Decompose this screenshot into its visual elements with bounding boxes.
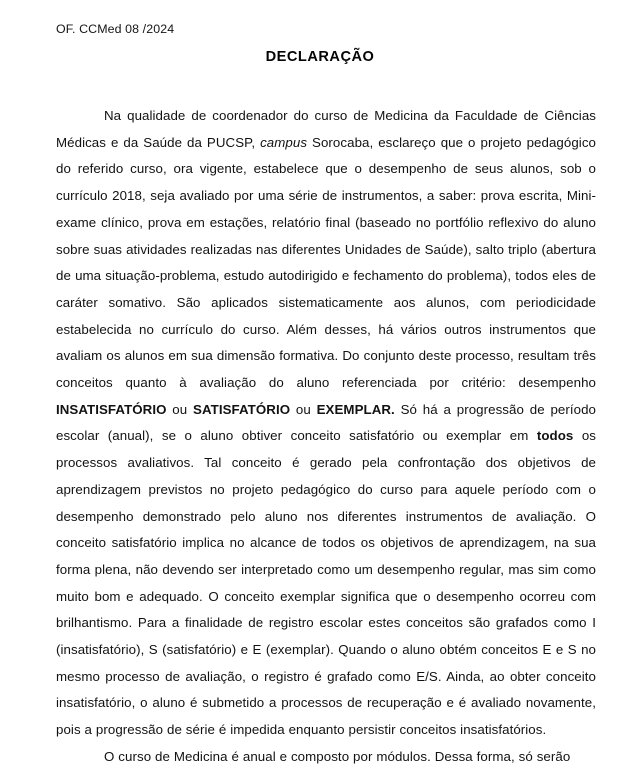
emphasis-bold: EXEMPLAR. xyxy=(316,401,395,417)
emphasis-bold: todos xyxy=(536,428,574,444)
text-run: Sorocaba, esclareço que o projeto pedagógico do referido curso, ora vigente, estabelece que o desempenho de seus alunos, sob o currículo 2018, seja avaliado por uma série de instrumentos, a saber: prova escrita, Mini-exame clínico, prova em estações, relatório final (baseado no portfólio reflexivo do aluno sobre suas atividades realizadas nas diferentes Unidades de Saúde), salto triplo (abertura de uma situação-problema, estudo autodirigido e fechamento do problema), todos eles de caráter somativo. São aplicados sistematicamente aos alunos, com periodicidade estabelecida no currículo do curso. Além desses, há vários outros instrumentos que avaliam os alunos em sua dimensão formativa. Do conjunto deste processo, resultam três conceitos quanto à avaliação do aluno referenciada por critério: desempenho xyxy=(56,134,597,391)
document-title: DECLARAÇÃO xyxy=(265,49,375,65)
text-run: os processos avaliativos. Tal conceito é gerado pela confrontação dos objetivos de aprendizagem previstos no projeto pedagógico do curso para aquele período com o desempenho demonstrado pelo aluno nos diferentes instrumentos de avaliação. O conceito satisfatório implica no alcance de todos os objetivos de aprendizagem, na sua forma plena, não devendo ser interpretado como um desempenho regular, mas sim como muito bom e adequado. O conceito exemplar significa que o desempenho ocorreu com brilhantismo. Para a finalidade de registro escolar estes conceitos são grafados como I (insatisfatório), S (satisfatório) e E (exemplar). Quando o aluno obtém conceitos E e S no mesmo processo de avaliação, o registro é grafado como E/S. Ainda, ao obter conceito insatisfatório, o aluno é submetido a processos de recuperação e é avaliado novamente, pois a progressão de série é impedida enquanto persistir conceitos insatisfatórios. xyxy=(56,428,596,738)
paragraph-2 xyxy=(56,744,596,771)
emphasis-bold: SATISFATÓRIO xyxy=(193,401,291,417)
text-run: Só há a progressão de período escolar (anual), se o aluno obtiver conceito satisfatório ou exemplar em xyxy=(56,401,597,444)
document-body xyxy=(56,103,596,771)
paragraph-1 xyxy=(56,103,596,744)
emphasis-bold: INSATISFATÓRIO xyxy=(56,401,167,417)
text-run: ou xyxy=(290,401,317,417)
text-run: ou xyxy=(166,401,194,417)
text-run: O curso de Medicina é anual e composto por módulos. Dessa forma, só serão xyxy=(104,748,571,764)
emphasis-italic: campus xyxy=(260,134,308,150)
text-run: Na qualidade de coordenador do curso de Medicina da Faculdade de Ciências Médicas e da Saúde da PUCSP, xyxy=(56,108,596,150)
document-reference-number: OF. CCMed 08 /2024 xyxy=(56,22,175,36)
